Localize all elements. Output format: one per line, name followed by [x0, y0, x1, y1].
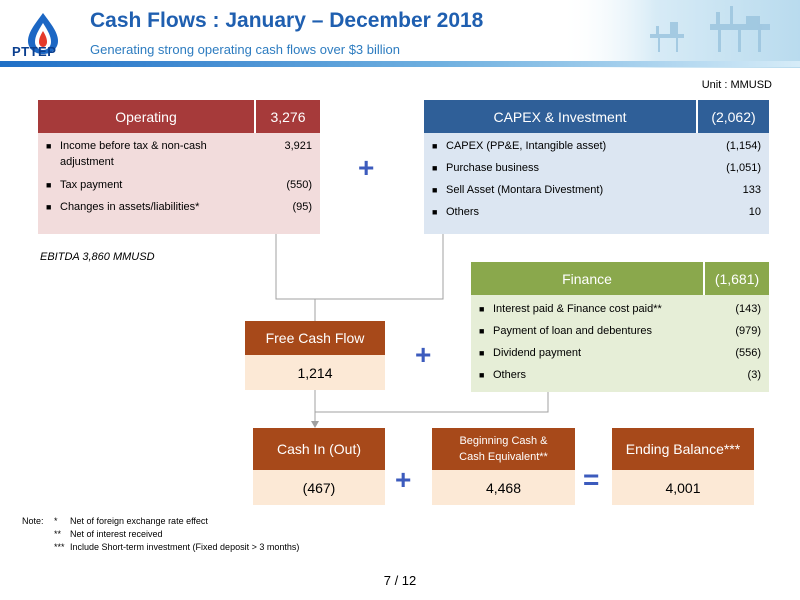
- finance-title: Finance: [562, 270, 612, 287]
- ending-balance-label: Ending Balance***: [612, 428, 754, 470]
- item-value: 133: [742, 184, 761, 196]
- finance-body: [471, 295, 769, 392]
- logo-text: PTTEP: [12, 44, 57, 59]
- list-item: [432, 204, 761, 220]
- item-value: (1,051): [726, 162, 761, 174]
- capex-title: CAPEX & Investment: [493, 108, 627, 125]
- item-label: CAPEX (PP&E, Intangible asset): [446, 140, 607, 152]
- page-subtitle: Generating strong operating cash flows over $3 billion: [90, 42, 401, 57]
- beginning-cash-label-line1: Beginning Cash &: [459, 435, 548, 447]
- item-value: (550): [286, 179, 312, 191]
- capex-body: [424, 133, 769, 234]
- operating-box: [38, 100, 320, 234]
- item-value: (1,154): [726, 140, 761, 152]
- plus-operator: +: [415, 339, 432, 370]
- free-cash-flow-box: [245, 321, 385, 390]
- bullet-icon: ■: [432, 185, 438, 195]
- plus-operator: +: [358, 152, 375, 183]
- operating-total: 3,276: [254, 100, 320, 133]
- connector-capex: [315, 234, 443, 299]
- item-label: Sell Asset (Montara Divestment): [446, 184, 604, 196]
- list-item: [479, 323, 761, 339]
- plus-operator: +: [395, 464, 412, 495]
- page-number: 7 / 12: [383, 573, 417, 588]
- bullet-icon: ■: [46, 202, 52, 212]
- connector-arrowhead: [311, 421, 319, 428]
- item-value: (3): [747, 369, 761, 381]
- cash-in-out-value: (467): [253, 470, 385, 505]
- item-value: (143): [735, 303, 761, 315]
- item-label: Dividend payment: [493, 347, 582, 359]
- item-label: Payment of loan and debentures: [493, 325, 653, 337]
- ebitda-label: EBITDA 3,860 MMUSD: [40, 251, 155, 263]
- list-item: [432, 138, 761, 154]
- item-label: Changes in assets/liabilities*: [60, 201, 200, 213]
- list-item: [46, 199, 312, 215]
- finance-header: [471, 262, 769, 295]
- operating-title: Operating: [115, 108, 177, 125]
- beginning-cash-label: [432, 428, 575, 470]
- item-value: (556): [735, 347, 761, 359]
- bullet-icon: ■: [479, 304, 485, 314]
- equals-operator: =: [583, 464, 600, 495]
- note-mark: **: [54, 529, 62, 539]
- operating-header: [38, 100, 320, 133]
- list-item: [432, 182, 761, 198]
- note-text: Net of foreign exchange rate effect: [70, 516, 208, 526]
- bullet-icon: ■: [432, 141, 438, 151]
- cash-in-out-box: [253, 428, 385, 505]
- item-value: 3,921: [284, 140, 312, 152]
- page-title: Cash Flows : January – December 2018: [90, 9, 484, 32]
- item-label: Others: [493, 369, 527, 381]
- list-item: [432, 160, 761, 176]
- operating-body: [38, 133, 320, 234]
- note-text: Net of interest received: [70, 529, 163, 539]
- bullet-icon: ■: [432, 163, 438, 173]
- beginning-cash-value: 4,468: [432, 470, 575, 505]
- finance-box: [471, 262, 769, 392]
- item-value: 10: [748, 206, 761, 218]
- item-label: Purchase business: [446, 162, 539, 174]
- beginning-cash-box: [432, 428, 575, 505]
- bullet-icon: ■: [46, 180, 52, 190]
- list-item: [479, 367, 761, 383]
- list-item: [479, 301, 761, 317]
- item-label: Tax payment: [60, 179, 123, 191]
- note-text: Include Short-term investment (Fixed deposit > 3 months): [70, 542, 300, 552]
- finance-total: (1,681): [703, 262, 769, 295]
- connector-operating: [276, 234, 315, 321]
- item-value: (95): [292, 201, 312, 213]
- capex-total: (2,062): [696, 100, 769, 133]
- beginning-cash-label-line2: Cash Equivalent**: [459, 451, 548, 463]
- list-item: [479, 345, 761, 361]
- ending-balance-value: 4,001: [612, 470, 754, 505]
- item-label: Others: [446, 206, 480, 218]
- note-mark: ***: [54, 542, 65, 552]
- bullet-icon: ■: [479, 370, 485, 380]
- list-item: [46, 177, 312, 193]
- bullet-icon: ■: [479, 326, 485, 336]
- bullet-icon: ■: [432, 207, 438, 217]
- ending-balance-box: [612, 428, 754, 505]
- note-mark: *: [54, 516, 58, 526]
- capex-box: [424, 100, 769, 234]
- cash-in-out-label: Cash In (Out): [253, 428, 385, 470]
- item-label: Interest paid & Finance cost paid**: [493, 303, 662, 315]
- capex-header: [424, 100, 769, 133]
- item-label: Income before tax & non-cash adjustment: [60, 140, 207, 168]
- bullet-icon: ■: [479, 348, 485, 358]
- free-cash-flow-value: 1,214: [245, 355, 385, 390]
- note-prefix: Note:: [22, 516, 44, 526]
- free-cash-flow-label: Free Cash Flow: [245, 321, 385, 355]
- bullet-icon: ■: [46, 141, 52, 151]
- list-item: [46, 138, 312, 170]
- item-value: (979): [735, 325, 761, 337]
- unit-label: Unit : MMUSD: [701, 79, 772, 91]
- connector-finance: [315, 392, 548, 412]
